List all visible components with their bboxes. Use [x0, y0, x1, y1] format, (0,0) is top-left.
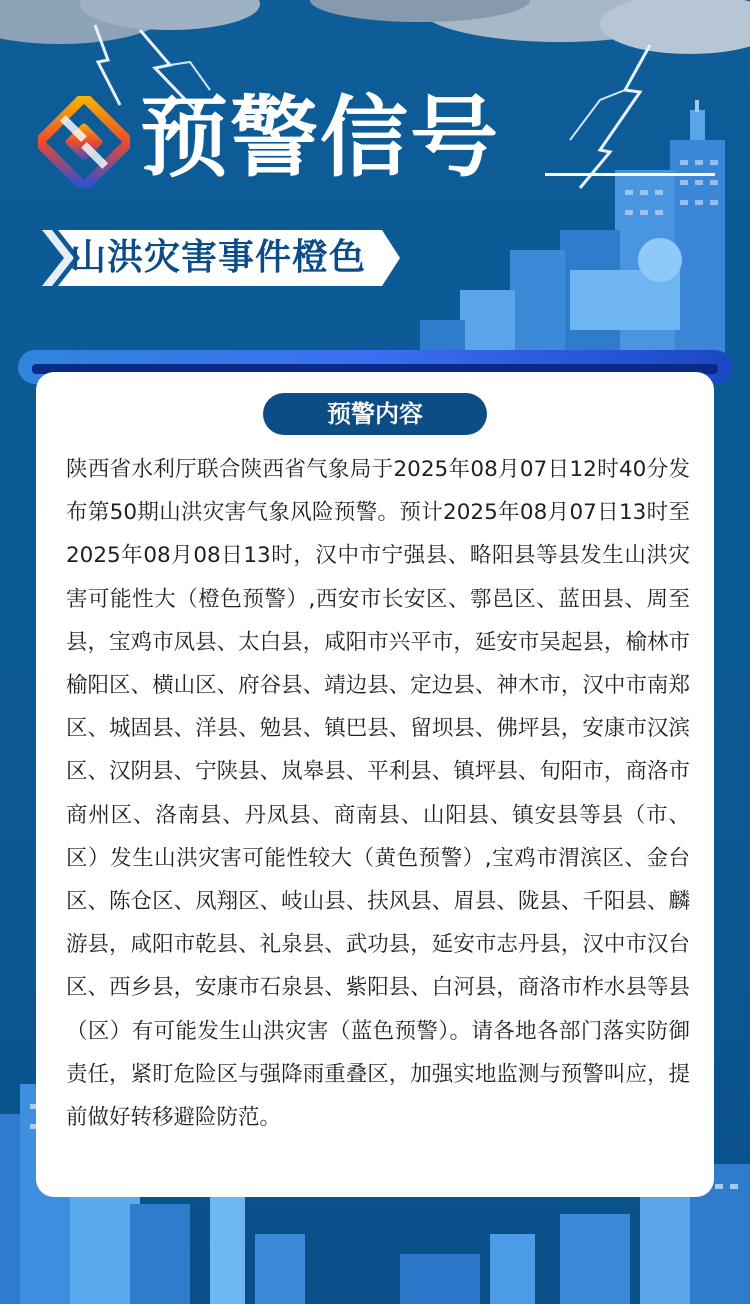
subtitle-text: 山洪灾害事件橙色	[70, 237, 367, 278]
title-underline	[545, 173, 715, 176]
warning-body-text: 陕西省水利厅联合陕西省气象局于2025年08月07日12时40分发布第50期山洪灾害气象风险预警。预计2025年08月07日13时至2025年08月08日13时，汉中市宁强县、略阳县等县发生山洪灾害可能性大（橙色预警）,西安市长安区、鄠邑区、蓝田县、周至县，宝鸡市凤县、太白县，咸阳市兴平市，延安市吴起县，榆林市榆阳区、横山区、府谷县、靖边县、定边县、神木市，汉中市南郑区、城固县、洋县、勉县、镇巴县、留坝县、佛坪县，安康市汉滨区、汉阴县、宁陕县、岚皋县、平利县、镇坪县、旬阳市，商洛市商州区、洛南县、丹凤县、商南县、山阳县、镇安县等县（市、区）发生山洪灾害可能性较大（黄色预警）,宝鸡市渭滨区、金台区、陈仓区、凤翔区、岐山县、扶风县、眉县、陇县、千阳县、麟游县，咸阳市乾县、礼泉县、武功县，延安市志丹县，汉中市汉台区、西乡县，安康市石泉县、紫阳县、白河县，商洛市柞水县等县（区）有可能发生山洪灾害（蓝色预警）。请各地各部门落实防御责任，紧盯危险区与强降雨重叠区，加强实地监测与预警叫应，提前做好转移避险防范。	[66, 457, 690, 1131]
colorful-square-logo-icon	[38, 96, 130, 188]
card-heading: 预警内容	[263, 393, 487, 435]
page-title: 预警信号	[140, 86, 501, 189]
